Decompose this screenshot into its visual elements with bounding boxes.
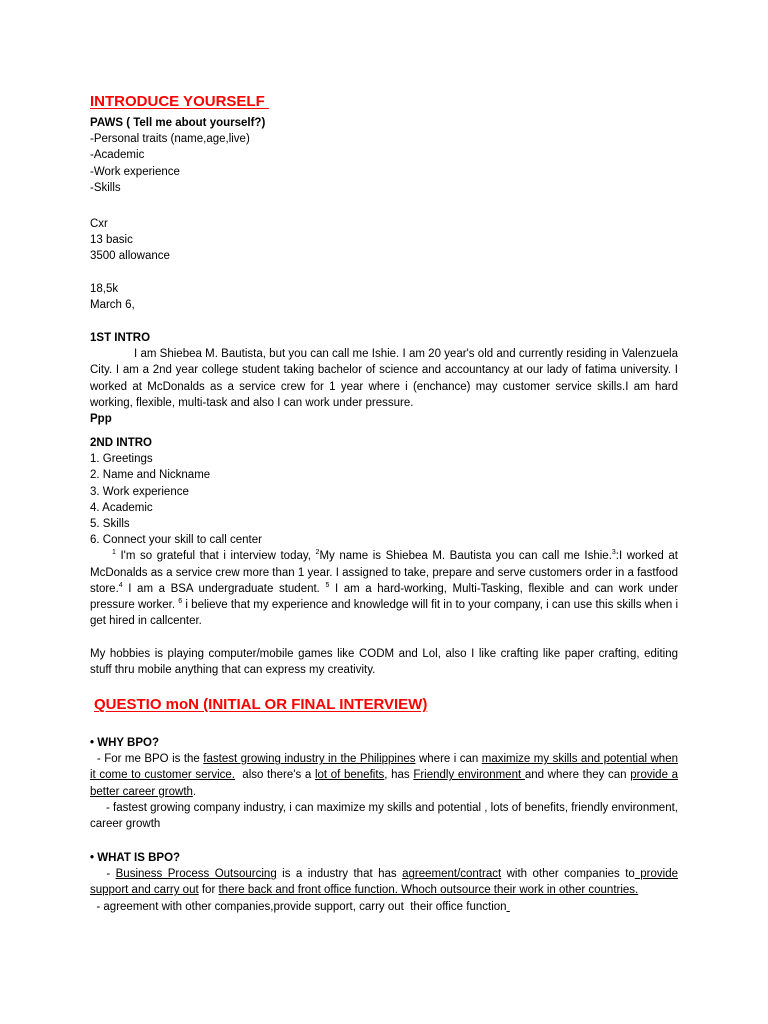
intro-sentence-5: I am a hard-working, Multi-Tasking, flexible and can work under pressure worker. bbox=[90, 582, 679, 612]
what-bpo-title: • WHAT IS BPO? bbox=[90, 852, 181, 864]
why-bpo-summary: - fastest growing company industry, i can maximize my skills and potential , lots of benefits, friendly environment, career growth bbox=[90, 801, 682, 831]
questions-heading: QUESTIO moN (INITIAL OR FINAL INTERVIEW) bbox=[94, 696, 428, 713]
answer-text: and where they can bbox=[524, 769, 631, 782]
underlined-phrase: fastest growing industry in the Philippines bbox=[203, 753, 416, 766]
footnote-marker: 6 bbox=[178, 598, 183, 606]
answer-text: where i can bbox=[415, 753, 482, 766]
underlined-phrase: Business Process Outsourcing bbox=[115, 868, 277, 881]
footnote-marker: 5 bbox=[325, 582, 330, 589]
why-bpo-title: • WHY BPO? bbox=[90, 737, 159, 749]
first-intro-heading: 1ST INTRO bbox=[90, 332, 151, 344]
questions-heading-block bbox=[94, 697, 682, 713]
paws-section bbox=[90, 115, 678, 196]
answer-text: . bbox=[192, 785, 197, 798]
what-bpo-summary bbox=[90, 899, 678, 915]
second-intro-heading: 2ND INTRO bbox=[90, 437, 152, 449]
underlined-phrase: provide support and carry out bbox=[90, 868, 678, 897]
why-bpo-section bbox=[90, 735, 682, 832]
hobbies-text: My hobbies is playing computer/mobile games like CODM and Lol, also I like crafting like paper crafting, editing stuff thru mobile anything that can express my creativity. bbox=[90, 648, 678, 677]
intro-heading: INTRODUCE YOURSELF bbox=[90, 93, 269, 110]
answer-text: for bbox=[198, 884, 219, 897]
hobbies-paragraph bbox=[90, 646, 678, 678]
footnote-marker: 2 bbox=[315, 549, 320, 557]
note-line: March 6, bbox=[90, 299, 135, 312]
underlined-phrase: there back and front office function. Whoch outsource their work in other countries. bbox=[218, 884, 639, 897]
notes-block-2 bbox=[90, 281, 678, 313]
underlined-phrase: maximize my skills and potential when it come to customer service. bbox=[90, 753, 678, 782]
what-bpo-answer bbox=[90, 866, 678, 898]
footnote-marker: 4 bbox=[118, 582, 123, 589]
underlined-phrase: agreement/contract bbox=[402, 868, 502, 881]
intro-sentence-4: I am a BSA undergraduate student. bbox=[122, 582, 326, 595]
answer-text: - For me BPO is the bbox=[90, 753, 204, 766]
intro-step: 4. Academic bbox=[90, 501, 153, 514]
why-bpo-answer bbox=[90, 751, 678, 800]
note-line: Cxr bbox=[90, 218, 108, 230]
footnote-marker: 1 bbox=[112, 549, 116, 557]
notes-block-1 bbox=[90, 216, 678, 265]
first-intro-paragraph: I am Shiebea M. Bautista, but you can call me Ishie. I am 20 year's old and currently residing in Valenzuela City. I am a 2nd year college student taking bachelor of science and accountancy at our lady of fatima university. I worked at McDonalds as a service crew for 1 year where i (enchance) may customer service skills.I am hard working, flexible, multi-task and also I can work under pressure. bbox=[90, 348, 678, 409]
intro-step: 3. Work experience bbox=[90, 485, 189, 498]
what-bpo-section bbox=[90, 850, 678, 915]
intro-step: 2. Name and Nickname bbox=[90, 469, 211, 482]
intro-sentence-3: :I worked at McDonalds as a service crew more than 1 year. I assigned to take, prepare and serve customers order in a fastfood store. bbox=[90, 550, 678, 595]
intro-sentence-2: My name is Shiebea M. Bautista you can call me Ishie. bbox=[319, 550, 612, 563]
note-line: 3500 allowance bbox=[90, 250, 170, 263]
answer-text: is a industry that has bbox=[276, 868, 403, 881]
paws-line-4: -Skills bbox=[90, 181, 121, 194]
first-intro-after: Ppp bbox=[90, 413, 112, 426]
intro-step: 1. Greetings bbox=[90, 453, 153, 466]
note-line: 18,5k bbox=[90, 283, 119, 295]
intro-sentence-1: I'm so grateful that i interview today, bbox=[120, 550, 316, 563]
intro-heading-block bbox=[90, 94, 678, 110]
answer-text: , has bbox=[384, 769, 414, 782]
note-line: 13 basic bbox=[90, 234, 133, 247]
intro-step: 5. Skills bbox=[90, 518, 130, 531]
paws-line-2: -Academic bbox=[90, 149, 145, 162]
paws-line-1: -Personal traits (name,age,live) bbox=[90, 133, 250, 146]
intro-sentence-6: i believe that my experience and knowledge will fit in to your company, i can use this skills when i get hired in callcenter. bbox=[90, 599, 678, 628]
underlined-phrase: provide a better career growth bbox=[90, 769, 679, 798]
second-intro-paragraph bbox=[90, 548, 678, 629]
answer-text: with other companies to bbox=[501, 868, 635, 881]
answer-text: also there's a bbox=[235, 769, 315, 782]
paws-line-3: -Work experience bbox=[90, 165, 180, 178]
first-intro-section bbox=[90, 330, 678, 427]
underlined-phrase: Friendly environment bbox=[413, 769, 525, 782]
paws-label: PAWS ( Tell me about yourself?) bbox=[90, 117, 266, 129]
footnote-marker: 3 bbox=[611, 549, 616, 557]
answer-text: - bbox=[90, 868, 116, 881]
second-intro-section bbox=[90, 435, 678, 629]
intro-step: 6. Connect your skill to call center bbox=[90, 534, 262, 547]
summary-text: - agreement with other companies,provide support, carry out their office function bbox=[90, 900, 507, 913]
summary-underline bbox=[507, 901, 510, 913]
underlined-phrase: lot of benefits bbox=[314, 769, 385, 782]
